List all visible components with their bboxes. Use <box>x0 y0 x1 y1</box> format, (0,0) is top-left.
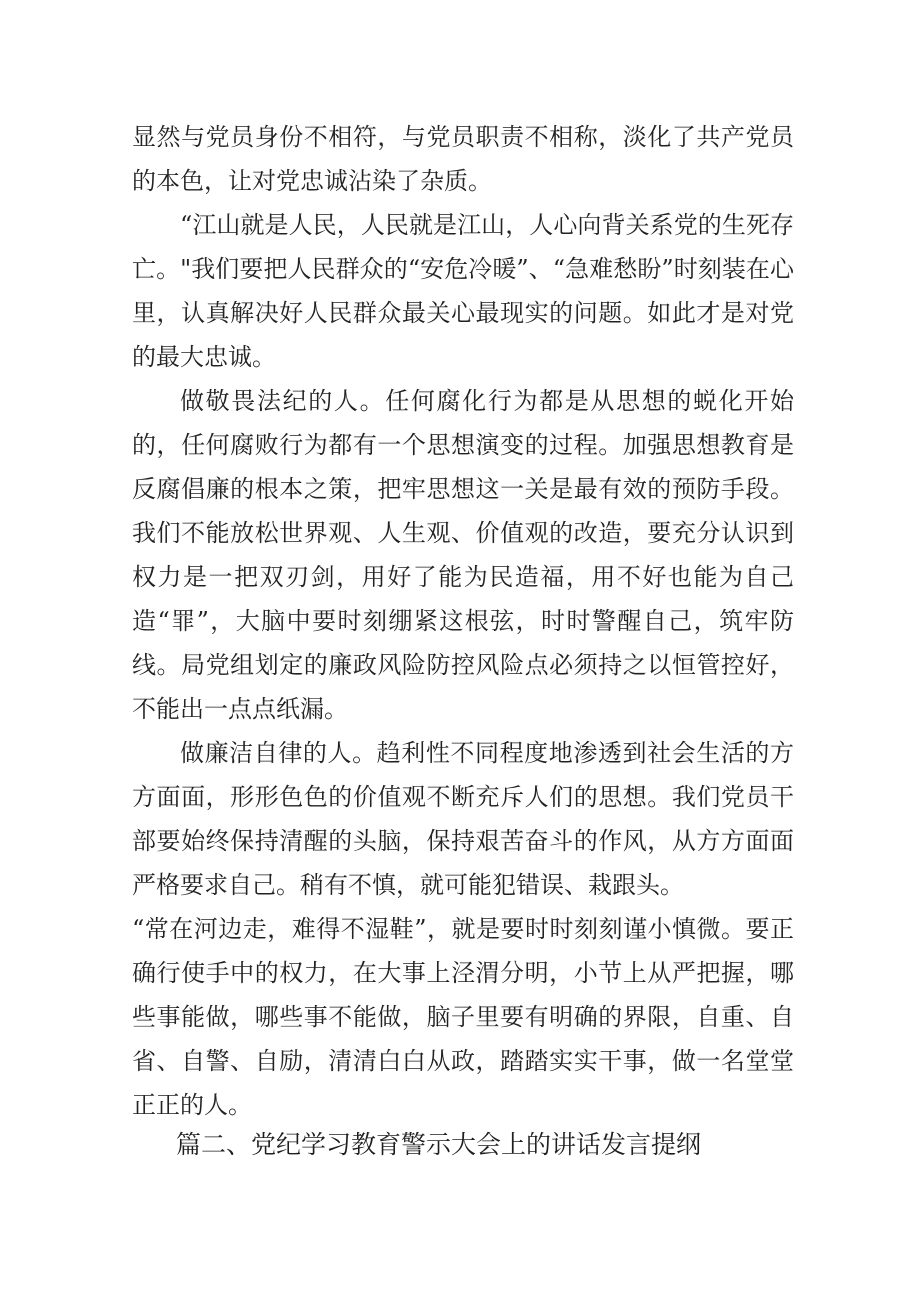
paragraph-people-quote: “江山就是人民，人民就是江山，人心向背关系党的生死存亡。"我们要把人民群众的“安危冷暖”、“急难愁盼”时刻装在心里，认真解决好人民群众最关心最现实的问题。如此才是对党的最大忠诚。 <box>132 211 794 371</box>
paragraph-integrity-self-discipline: 做廉洁自律的人。趋利性不同程度地渗透到社会生活的方方面面，形形色色的价值观不断充斥人们的思想。我们党员干部要始终保持清醒的头脑，保持艰苦奋斗的作风，从方方面面严格要求自己。稍有不慎，就可能犯错误、栽跟头。 <box>132 739 794 899</box>
document-body <box>132 115 794 1127</box>
paragraph-respect-discipline: 做敬畏法纪的人。任何腐化行为都是从思想的蜕化开始的，任何腐败行为都有一个思想演变的过程。加强思想教育是反腐倡廉的根本之策，把牢思想这一关是最有效的预防手段。我们不能放松世界观、人生观、价值观的改造，要充分认识到权力是一把双刃剑，用好了能为民造福，用不好也能为自己造“罪”，大脑中要时刻绷紧这根弦，时时警醒自己，筑牢防线。局党组划定的廉政风险防控风险点必须持之以恒管控好，不能出一点点纸漏。 <box>132 387 794 723</box>
paragraph-continuation: 显然与党员身份不相符，与党员职责不相称，淡化了共产党员的本色，让对党忠诚沾染了杂质。 <box>132 123 794 195</box>
section-heading: 篇二、党纪学习教育警示大会上的讲话发言提纲 <box>176 1130 702 1159</box>
paragraph-riverside-proverb: “常在河边走，难得不湿鞋”，就是要时时刻刻谨小慎微。要正确行使手中的权力，在大事上泾渭分明，小节上从严把握，哪些事能做，哪些事不能做，脑子里要有明确的界限，自重、自省、自警、自励，清清白白从政，踏踏实实干事，做一名堂堂正正的人。 <box>132 915 794 1119</box>
